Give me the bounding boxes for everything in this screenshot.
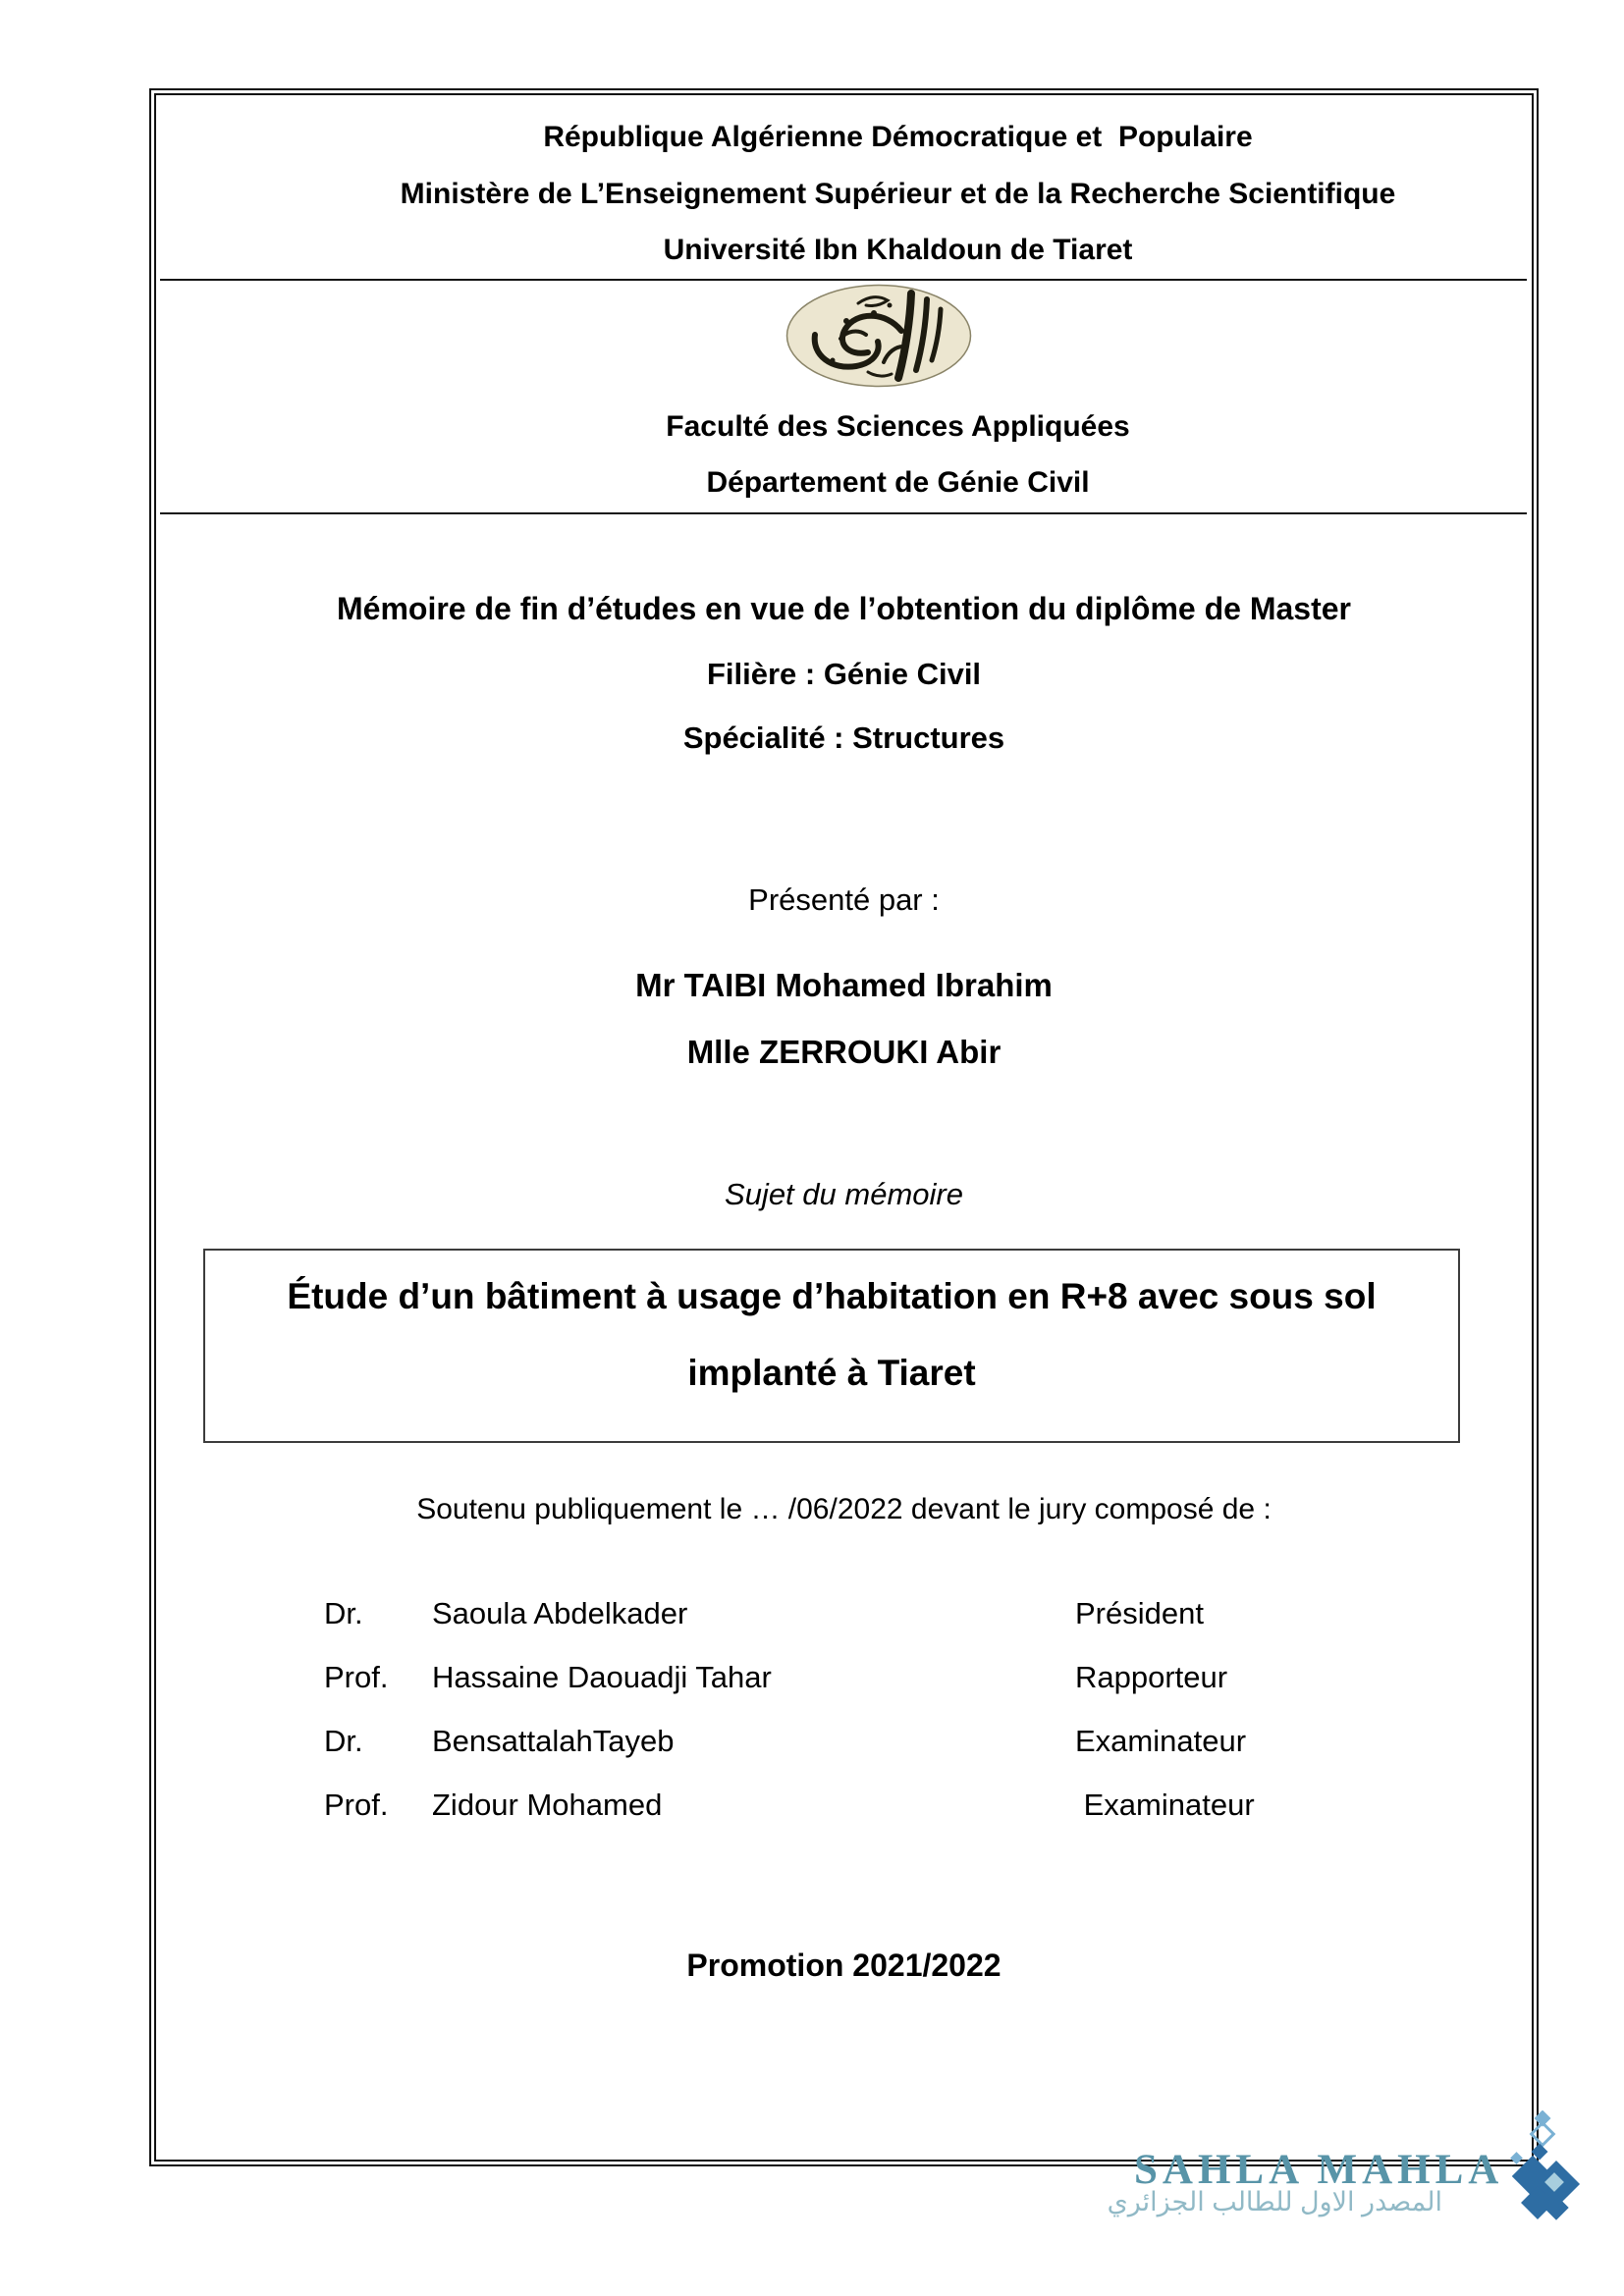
header-rule-bottom	[160, 512, 1527, 514]
jury-member-name: Zidour Mohamed	[432, 1788, 663, 1822]
thesis-title-box	[203, 1249, 1460, 1443]
jury-member-title: Prof.	[324, 1788, 389, 1822]
watermark-tagline-arabic: المصدر الاول للطالب الجزائري	[1107, 2187, 1442, 2216]
page-border	[149, 88, 1539, 2166]
subject-label: Sujet du mémoire	[725, 1177, 963, 1211]
presented-by-label: Présenté par :	[748, 882, 940, 917]
jury-member-role: Rapporteur	[1075, 1660, 1228, 1694]
filiere-line: Filière : Génie Civil	[706, 657, 982, 691]
jury-row	[0, 1660, 1624, 1701]
jury-member-role: Examinateur	[1075, 1724, 1247, 1758]
university-line: Université Ibn Khaldoun de Tiaret	[663, 234, 1133, 266]
jury-row	[0, 1788, 1624, 1829]
author-1: Mr TAIBI Mohamed Ibrahim	[635, 967, 1053, 1003]
thesis-title-line-2: implanté à Tiaret	[687, 1353, 976, 1393]
defense-intro-line: Soutenu publiquement le … /06/2022 devant le jury composé de :	[416, 1493, 1272, 1525]
jury-member-title: Dr.	[324, 1596, 363, 1630]
sahla-mahla-logo-icon	[1504, 2110, 1583, 2235]
promotion-line: Promotion 2021/2022	[686, 1948, 1001, 1983]
jury-member-role: Examinateur	[1075, 1788, 1255, 1822]
memoire-intro-line: Mémoire de fin d’études en vue de l’obtention du diplôme de Master	[336, 591, 1351, 626]
faculty-line: Faculté des Sciences Appliquées	[666, 410, 1130, 443]
jury-row	[0, 1724, 1624, 1765]
university-seal-logo	[785, 284, 972, 388]
jury-member-name: Hassaine Daouadji Tahar	[432, 1660, 772, 1694]
jury-member-title: Dr.	[324, 1724, 363, 1758]
department-line: Département de Génie Civil	[706, 466, 1090, 499]
jury-row	[0, 1596, 1624, 1637]
jury-member-name: BensattalahTayeb	[432, 1724, 675, 1758]
jury-member-name: Saoula Abdelkader	[432, 1596, 688, 1630]
jury-member-title: Prof.	[324, 1660, 389, 1694]
ministry-line: Ministère de L’Enseignement Supérieur et de la Recherche Scientifique	[400, 178, 1396, 210]
specialite-line: Spécialité : Structures	[682, 721, 1005, 755]
watermark-brand-text: SAHLA MAHLA	[1134, 2147, 1504, 2193]
thesis-title-line-1: Étude d’un bâtiment à usage d’habitation en R+8 avec sous sol	[287, 1276, 1377, 1316]
page-border-inner	[154, 93, 1534, 2162]
header-rule-top	[160, 279, 1527, 281]
jury-member-role: Président	[1075, 1596, 1204, 1630]
author-2: Mlle ZERROUKI Abir	[686, 1034, 1001, 1070]
republic-line: République Algérienne Démocratique et Populaire	[543, 121, 1253, 153]
